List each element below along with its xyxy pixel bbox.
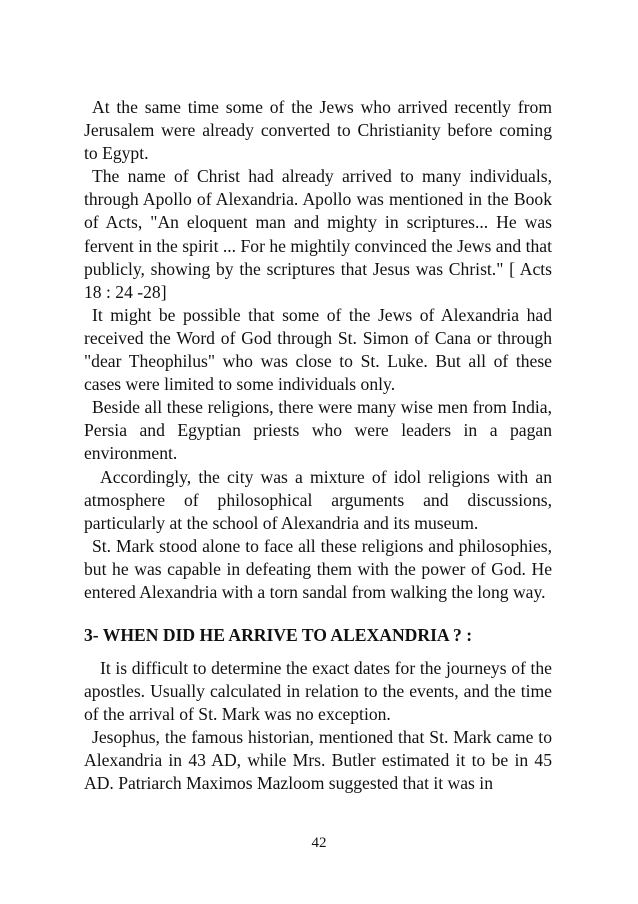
paragraph-apollo: The name of Christ had already arrived to many individuals, through Apollo of Alexandria. Apollo was mentioned in the Book of Acts, "An eloquent man and mighty in scriptures... He was fervent in the spirit ... For he mightily convinced the Jews and that publicly, showing by the scriptures that Jesus was Christ." [ Acts 18 : 24 -28] — [84, 166, 552, 302]
paragraph-jesophus: Jesophus, the famous historian, mentioned that St. Mark came to Alexandria in 43 AD, while Mrs. Butler estimated it to be in 45 AD. Patriarch Maximos Mazloom suggested that it was in — [84, 727, 552, 794]
page-number: 42 — [311, 835, 327, 851]
body-text-upper — [84, 96, 552, 604]
body-text-lower — [84, 657, 552, 796]
paragraph-st-mark-alone: St. Mark stood alone to face all these religions and philosophies, but he was capable in defeating them with the power of God. He entered Alexandria with a torn sandal from walking the long way. — [84, 535, 552, 602]
paragraph-wise-men: Beside all these religions, there were many wise men from India, Persia and Egyptian priests who were leaders in a pagan environment. — [84, 397, 552, 464]
paragraph-jews-converted: At the same time some of the Jews who arrived recently from Jerusalem were already converted to Christianity before coming to Egypt. — [84, 97, 552, 164]
paragraph-mixture-of-religions: Accordingly, the city was a mixture of idol religions with an atmosphere of philosophical arguments and discussions, particularly at the school of Alexandria and its museum. — [84, 466, 552, 533]
section-heading: 3- WHEN DID HE ARRIVE TO ALEXANDRIA ? : — [84, 625, 473, 645]
paragraph-exact-dates: It is difficult to determine the exact dates for the journeys of the apostles. Usually calculated in relation to the events, and the time of the arrival of St. Mark was no exception. — [84, 658, 552, 725]
paragraph-simon-of-cana: It might be possible that some of the Jews of Alexandria had received the Word of God through St. Simon of Cana or through "dear Theophilus" who was close to St. Luke. But all of these cases were limited to some individuals only. — [84, 304, 552, 395]
